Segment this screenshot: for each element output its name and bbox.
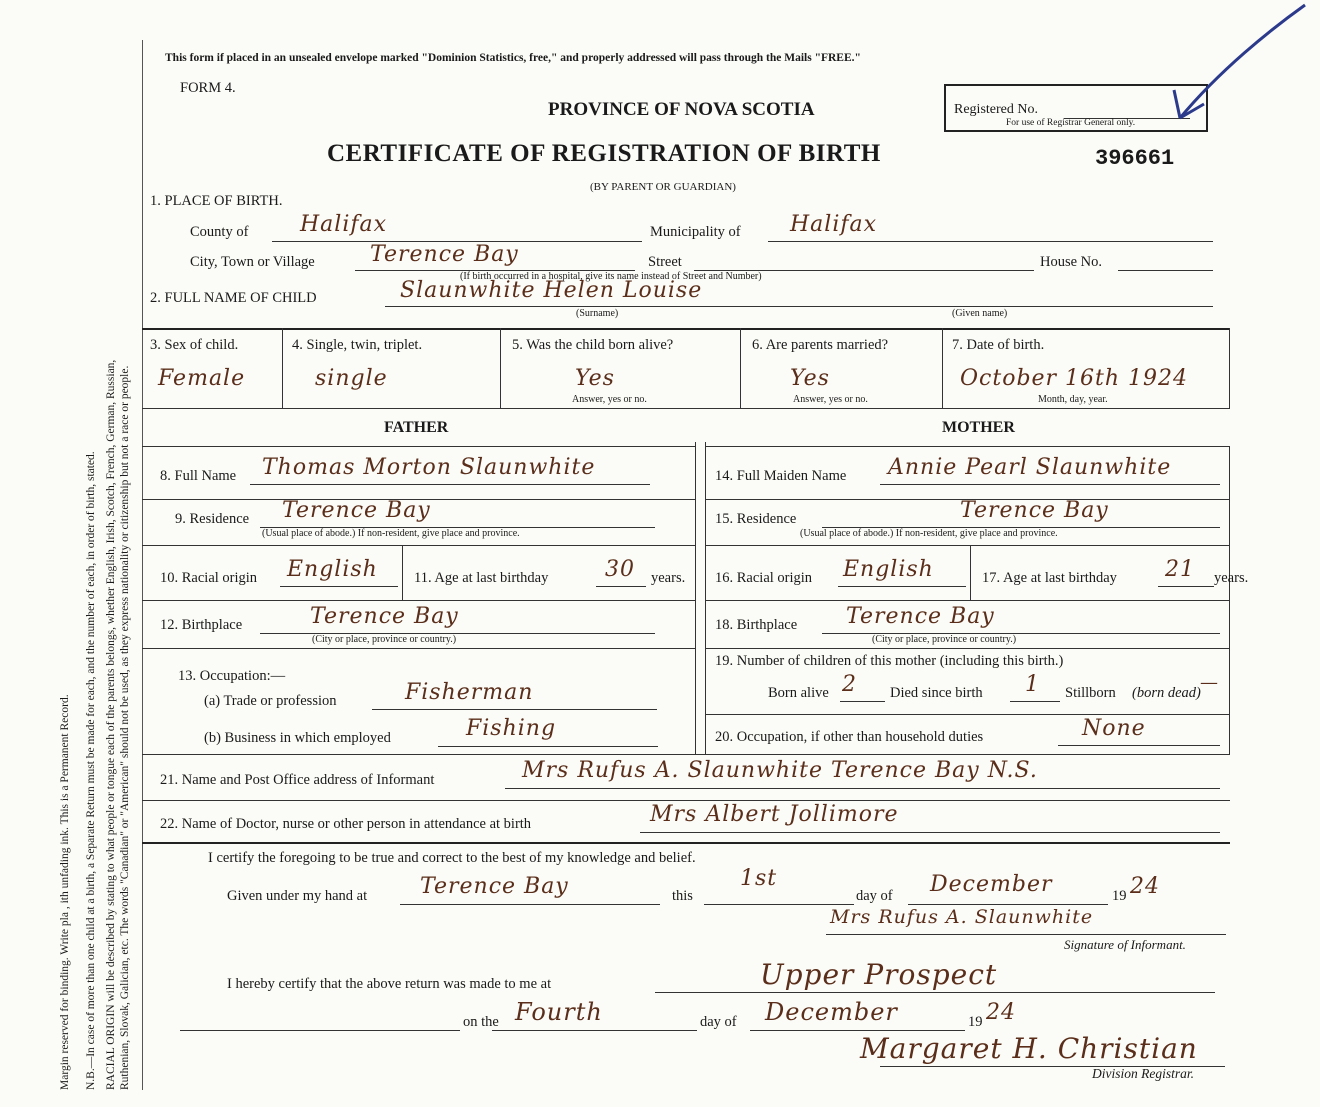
married-label: 6. Are parents married? (752, 337, 889, 353)
mother-occupation-line (1058, 745, 1220, 746)
binding-line (142, 40, 143, 1090)
dob-caption: Month, day, year. (1038, 394, 1108, 405)
reg-day-of-label: day of (700, 1014, 737, 1030)
informant-value: Mrs Rufus A. Slaunwhite Terence Bay N.S. (522, 758, 1038, 783)
county-label: County of (190, 224, 249, 240)
father-age-label: 11. Age at last birthday (414, 570, 549, 586)
alive-value: Yes (575, 366, 615, 391)
section-line-1b (705, 446, 1230, 447)
informant-signature: Mrs Rufus A. Slaunwhite (830, 906, 1094, 928)
died-value: 1 (1025, 672, 1040, 697)
reg-day-line (180, 1030, 460, 1031)
year-prefix: 19 (1112, 888, 1127, 904)
father-age-value: 30 (605, 557, 635, 582)
mother-age-value: 21 (1165, 557, 1195, 582)
row-line-19 (705, 714, 1230, 715)
doctor-value: Mrs Albert Jollimore (650, 802, 899, 827)
reg-day-line-2 (492, 1030, 697, 1031)
father-racial-divider (402, 545, 403, 600)
reg-year-value: 24 (986, 1000, 1016, 1025)
born-alive-line (840, 701, 885, 702)
died-line (1010, 701, 1060, 702)
day-of-label: day of (856, 888, 893, 904)
father-heading: FATHER (384, 419, 449, 436)
row-line-21 (142, 800, 1230, 801)
nb-note: N.B.—In case of more than one child at a birth, a Separate Return must be made for each, and the number of each, in order of birth, stated. (85, 451, 97, 1090)
form-number: FORM 4. (180, 80, 236, 96)
registrar-signature: Margaret H. Christian (860, 1032, 1198, 1065)
mother-birthplace-value: Terence Bay (846, 604, 995, 629)
dob-value: October 16th 1924 (960, 366, 1189, 391)
alive-caption: Answer, yes or no. (572, 394, 647, 405)
father-residence-value: Terence Bay (282, 498, 431, 523)
mother-name-label: 14. Full Maiden Name (715, 468, 847, 484)
father-birthplace-value: Terence Bay (310, 604, 459, 629)
divider-4 (942, 328, 943, 408)
mother-birthplace-caption: (City or place, province or country.) (872, 634, 1017, 645)
house-label: House No. (1040, 254, 1103, 270)
given-caption: (Given name) (952, 308, 1008, 319)
mother-age-line (1158, 586, 1214, 587)
mother-age-label: 17. Age at last birthday (982, 570, 1117, 586)
father-years: years. (651, 570, 686, 586)
registered-label: Registered No. (954, 102, 1038, 117)
center-divider-left (695, 442, 696, 754)
section-bottom-line (142, 754, 1230, 755)
mother-occupation-value: None (1082, 716, 1146, 741)
trade-label: (a) Trade or profession (204, 693, 337, 709)
street-label: Street (648, 254, 682, 270)
alive-label: 5. Was the child born alive? (512, 337, 674, 353)
on-the-label: on the (463, 1014, 499, 1030)
sex-label: 3. Sex of child. (150, 337, 239, 353)
section-line-1 (142, 446, 695, 447)
dob-label: 7. Date of birth. (952, 337, 1045, 353)
sex-value: Female (158, 366, 246, 391)
certificate-title: CERTIFICATE OF REGISTRATION OF BIRTH (327, 140, 881, 167)
month-value: December (930, 872, 1053, 897)
occupation-label: 13. Occupation:— (178, 668, 286, 684)
stillborn-value: — (1200, 672, 1219, 693)
given-line (400, 904, 660, 905)
trade-value: Fisherman (405, 680, 534, 705)
business-label: (b) Business in which employed (204, 730, 391, 746)
divider-1 (282, 328, 283, 408)
father-residence-label: 9. Residence (175, 511, 250, 527)
certify-statement: I certify the foregoing to be true and correct to the best of my knowledge and belief. (208, 850, 696, 866)
reg-year-prefix: 19 (968, 1014, 983, 1030)
surname-caption: (Surname) (576, 308, 619, 319)
row-line-12 (142, 648, 695, 649)
registrar-caption: Division Registrar. (1092, 1066, 1195, 1081)
row-line-16 (705, 600, 1230, 601)
row-line-15 (705, 545, 1230, 546)
row-top-border (142, 328, 1230, 330)
signature-line (826, 934, 1226, 935)
father-residence-caption: (Usual place of abode.) If non-resident, give place and province. (262, 528, 520, 539)
county-value: Halifax (300, 212, 388, 237)
reg-month-value: December (765, 998, 898, 1026)
business-line (438, 746, 658, 747)
father-name-line (250, 484, 650, 485)
mother-name-line (880, 484, 1220, 485)
given-place: Terence Bay (420, 874, 569, 899)
child-name-value: Slaunwhite Helen Louise (400, 278, 703, 303)
born-alive-value: 2 (842, 672, 857, 697)
municipality-value: Halifax (790, 212, 878, 237)
child-name-label: 2. FULL NAME OF CHILD (150, 290, 317, 306)
hospital-note: (If birth occurred in a hospital, give its name instead of Street and Number) (460, 271, 762, 282)
row-line-10 (142, 600, 695, 601)
signature-caption: Signature of Informant. (1064, 937, 1186, 952)
month-line (908, 904, 1108, 905)
father-birthplace-caption: (City or place, province or country.) (312, 634, 457, 645)
father-age-line (596, 586, 646, 587)
father-name-value: Thomas Morton Slaunwhite (262, 455, 596, 480)
registrar-place: Upper Prospect (760, 958, 998, 991)
cert-number: 396661 (1095, 146, 1175, 171)
blue-check-mark (1160, 0, 1310, 130)
divider-3 (740, 328, 741, 408)
mother-residence-value: Terence Bay (960, 498, 1109, 523)
mother-racial-label: 16. Racial origin (715, 570, 813, 586)
racial-note-2: Ruthenian, Slovak, Galician, etc. The words "Canadian" or "American" should not be used, as they express nationality or citizenship but not a race or people. (119, 365, 131, 1090)
stillborn-label: Stillborn (1065, 685, 1116, 701)
father-racial-line (280, 586, 398, 587)
certificate-subtitle: (BY PARENT OR GUARDIAN) (590, 181, 736, 193)
day-value: 1st (740, 866, 778, 891)
reg-month-line (750, 1030, 965, 1031)
row-line-18 (705, 648, 1230, 649)
mother-heading: MOTHER (942, 419, 1015, 436)
mother-birthplace-label: 18. Birthplace (715, 617, 798, 633)
mother-occupation-label: 20. Occupation, if other than household duties (715, 729, 984, 745)
city-value: Terence Bay (370, 242, 519, 267)
doctor-label: 22. Name of Doctor, nurse or other person in attendance at birth (160, 816, 532, 832)
row-line-9 (142, 545, 695, 546)
father-name-label: 8. Full Name (160, 468, 237, 484)
registrar-statement: I hereby certify that the above return was made to me at (227, 976, 552, 992)
row-bottom-border (142, 408, 1230, 409)
mother-years: years. (1214, 570, 1249, 586)
house-line (1118, 270, 1213, 271)
mother-racial-value: English (843, 557, 934, 582)
married-value: Yes (790, 366, 830, 391)
informant-line (505, 788, 1220, 789)
mother-residence-caption: (Usual place of abode.) If non-resident, give place and province. (800, 528, 1058, 539)
day-line (704, 904, 854, 905)
province-title: PROVINCE OF NOVA SCOTIA (548, 99, 815, 120)
municipality-label: Municipality of (650, 224, 741, 240)
business-value: Fishing (466, 716, 557, 741)
row-line-22 (142, 842, 1230, 844)
trade-line (372, 709, 657, 710)
plurality-value: single (315, 366, 388, 391)
mother-name-value: Annie Pearl Slaunwhite (888, 455, 1172, 480)
registrar-only-note: For use of Registrar General only. (1006, 118, 1136, 128)
father-racial-label: 10. Racial origin (160, 570, 258, 586)
married-caption: Answer, yes or no. (793, 394, 868, 405)
registrar-place-line (655, 992, 1215, 993)
city-label: City, Town or Village (190, 254, 315, 270)
this-label: this (672, 888, 693, 904)
stillborn-note: (born dead) (1132, 685, 1201, 701)
center-divider-right (705, 442, 706, 754)
father-birthplace-label: 12. Birthplace (160, 617, 243, 633)
father-racial-value: English (287, 557, 378, 582)
mail-notice: This form if placed in an unsealed envelope marked "Dominion Statistics, free," and properly addressed will pass through the Mails "FREE." (165, 52, 861, 64)
born-alive-label: Born alive (768, 685, 829, 701)
racial-note-1: RACIAL ORIGIN will be described by stating to what people or tongue each of the parents belongs, whether English, Irish, Scotch, French, German, Russian, (105, 359, 117, 1090)
mother-racial-divider (970, 545, 971, 600)
margin-note: Margin reserved for binding. Write pla , ith unfading ink. This is a Permanent Record. (59, 694, 71, 1090)
child-name-line (385, 306, 1213, 307)
given-label: Given under my hand at (227, 888, 368, 904)
plurality-label: 4. Single, twin, triplet. (292, 337, 423, 353)
reg-day-value: Fourth (515, 998, 603, 1026)
children-label: 19. Number of children of this mother (including this birth.) (715, 653, 1064, 669)
doctor-line (640, 832, 1220, 833)
municipality-line (768, 241, 1213, 242)
divider-right (1229, 328, 1230, 408)
mother-racial-line (838, 586, 966, 587)
divider-2 (500, 328, 501, 408)
place-heading: 1. PLACE OF BIRTH. (150, 193, 283, 209)
year-value: 24 (1130, 874, 1160, 899)
mother-residence-label: 15. Residence (715, 511, 797, 527)
informant-label: 21. Name and Post Office address of Informant (160, 772, 435, 788)
died-label: Died since birth (890, 685, 983, 701)
